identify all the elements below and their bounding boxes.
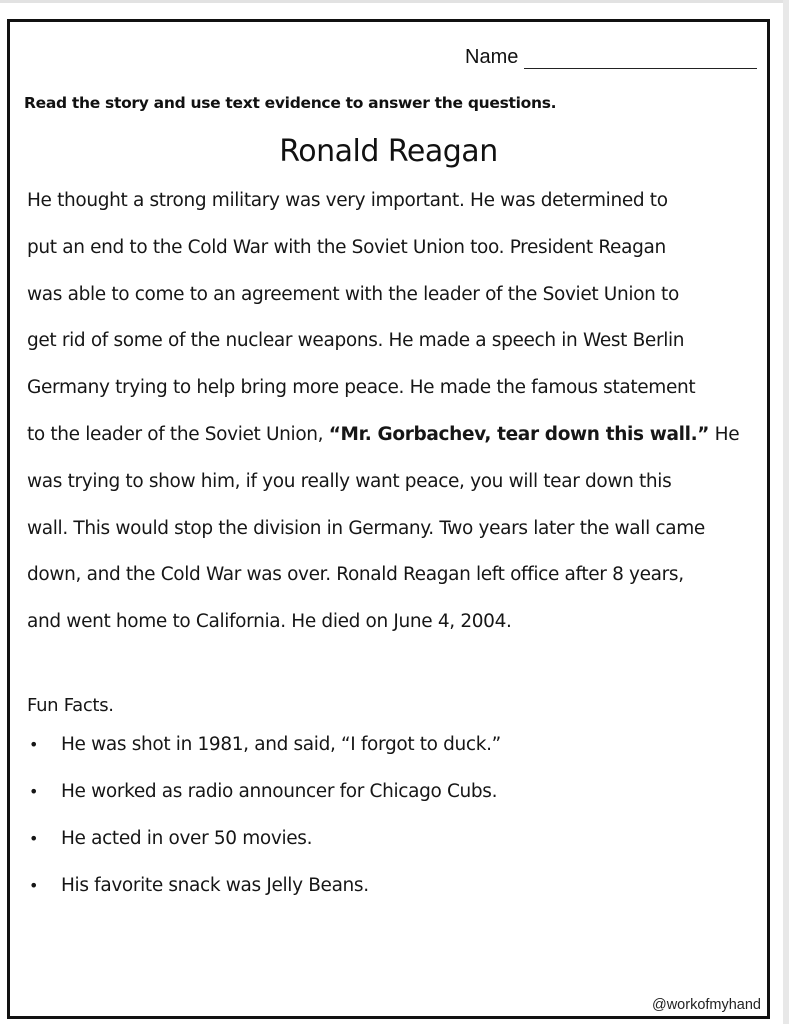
fun-fact-item — [27, 874, 747, 921]
viewer-right-edge — [783, 0, 789, 1024]
story-line: He thought a strong military was very important. He was determined to — [27, 190, 668, 211]
author-credit: @workofmyhand — [651, 997, 761, 1013]
story-line: get rid of some of the nuclear weapons. He made a speech in West Berlin — [27, 330, 685, 352]
fun-fact-text: He acted in over 50 movies. — [61, 828, 313, 849]
fun-fact-item — [27, 733, 747, 780]
story-passage — [27, 178, 772, 646]
fun-fact-item — [27, 780, 747, 827]
bullet-icon: • — [29, 735, 39, 754]
quote-lead-text: to the leader of the Soviet Union, — [27, 423, 329, 445]
story-line: wall. This would stop the division in Germany. Two years later the wall came — [27, 517, 705, 539]
fun-facts-heading: Fun Facts. — [27, 695, 114, 716]
instructions: Read the story and use text evidence to answer the questions. — [24, 94, 557, 112]
quote-trail-text: He — [709, 423, 740, 445]
bullet-icon: • — [29, 876, 39, 895]
fun-fact-text: His favorite snack was Jelly Beans. — [61, 875, 369, 896]
bullet-icon: • — [29, 829, 39, 848]
page-title: Ronald Reagan — [279, 134, 498, 169]
viewer-top-edge — [0, 0, 789, 3]
fun-facts-list — [27, 733, 747, 921]
name-field — [465, 46, 757, 69]
story-line: Germany trying to help bring more peace. He made the famous statement — [27, 377, 696, 399]
story-line: and went home to California. He died on June 4, 2004. — [27, 611, 512, 633]
story-line-quote — [27, 412, 772, 459]
story-line: down, and the Cold War was over. Ronald Reagan left office after 8 years, — [27, 564, 684, 586]
bullet-icon: • — [29, 782, 39, 801]
worksheet-page — [7, 19, 770, 1019]
story-line: put an end to the Cold War with the Soviet Union too. President Reagan — [27, 236, 666, 258]
name-blank-line[interactable] — [524, 48, 757, 69]
fun-fact-text: He was shot in 1981, and said, “I forgot to duck.” — [61, 734, 501, 755]
fun-fact-text: He worked as radio announcer for Chicago Cubs. — [61, 781, 498, 802]
story-line: was able to come to an agreement with the leader of the Soviet Union to — [27, 283, 679, 305]
name-label: Name — [465, 46, 519, 68]
famous-quote: “Mr. Gorbachev, tear down this wall.” — [328, 423, 710, 445]
story-line: was trying to show him, if you really want peace, you will tear down this — [27, 470, 672, 492]
fun-fact-item — [27, 827, 747, 874]
